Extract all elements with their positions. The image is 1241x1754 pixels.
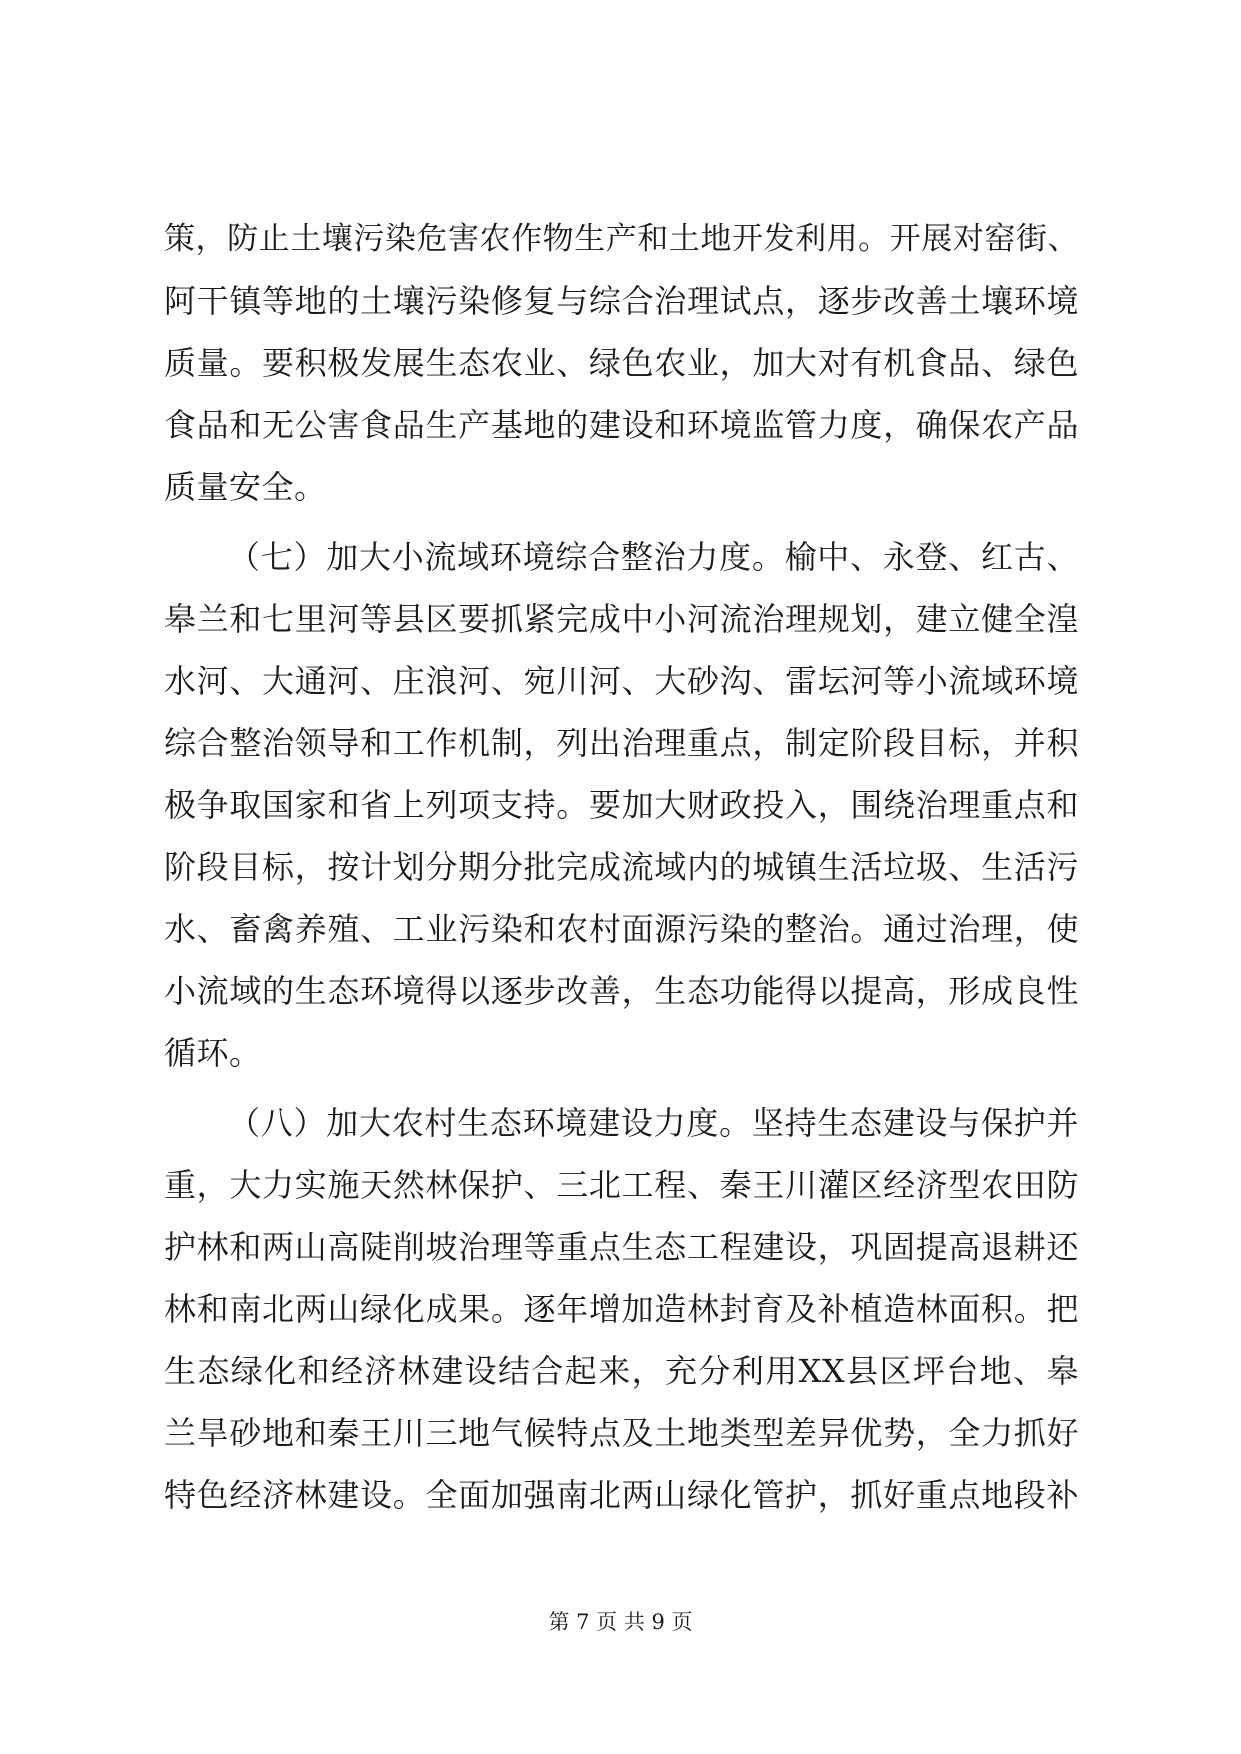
paragraph-gap bbox=[164, 518, 1079, 526]
text-line: （八）加大农村生态环境建设力度。坚持生态建设与保护并 bbox=[228, 1104, 1079, 1142]
text-line: 质量安全。 bbox=[164, 468, 327, 506]
text-line: 综合整治领导和工作机制，列出治理重点，制定阶段目标，并积 bbox=[164, 724, 1079, 762]
text-line: 阿干镇等地的土壤污染修复与综合治理试点，逐步改善土壤环境 bbox=[164, 282, 1079, 320]
text-line: 林和南北两山绿化成果。逐年增加造林封育及补植造林面积。把 bbox=[164, 1290, 1079, 1328]
text-line: 护林和两山高陡削坡治理等重点生态工程建设，巩固提高退耕还 bbox=[164, 1228, 1079, 1266]
text-line: （七）加大小流域环境综合整治力度。榆中、永登、红古、 bbox=[228, 538, 1079, 576]
text-line: 循环。 bbox=[164, 1034, 262, 1072]
paragraph bbox=[164, 208, 1079, 518]
text-line: 水河、大通河、庄浪河、宛川河、大砂沟、雷坛河等小流域环境 bbox=[164, 662, 1079, 700]
text-line: 小流域的生态环境得以逐步改善，生态功能得以提高，形成良性 bbox=[164, 972, 1079, 1010]
paragraph-gap bbox=[164, 1084, 1079, 1092]
text-line: 重，大力实施天然林保护、三北工程、秦王川灌区经济型农田防 bbox=[164, 1166, 1079, 1204]
text-line: 策，防止土壤污染危害农作物生产和土地开发利用。开展对窑街、 bbox=[164, 221, 1079, 257]
text-line: 兰旱砂地和秦王川三地气候特点及土地类型差异优势，全力抓好 bbox=[164, 1414, 1079, 1452]
paragraph bbox=[164, 1092, 1079, 1526]
page-number-footer: 第 7 页 共 9 页 bbox=[548, 1610, 693, 1634]
text-line: 皋兰和七里河等县区要抓紧完成中小河流治理规划，建立健全湟 bbox=[164, 600, 1079, 638]
body-text bbox=[164, 208, 1079, 1526]
text-line: 食品和无公害食品生产基地的建设和环境监管力度，确保农产品 bbox=[164, 406, 1079, 444]
text-line: 质量。要积极发展生态农业、绿色农业，加大对有机食品、绿色 bbox=[164, 344, 1079, 382]
text-line: 阶段目标，按计划分期分批完成流域内的城镇生活垃圾、生活污 bbox=[164, 848, 1079, 886]
text-line: 水、畜禽养殖、工业污染和农村面源污染的整治。通过治理，使 bbox=[164, 910, 1079, 948]
text-line: 生态绿化和经济林建设结合起来，充分利用XX县区坪台地、皋 bbox=[164, 1352, 1079, 1390]
text-line: 极争取国家和省上列项支持。要加大财政投入，围绕治理重点和 bbox=[164, 786, 1079, 824]
paragraph bbox=[164, 526, 1079, 1084]
text-line: 特色经济林建设。全面加强南北两山绿化管护，抓好重点地段补 bbox=[164, 1476, 1079, 1514]
